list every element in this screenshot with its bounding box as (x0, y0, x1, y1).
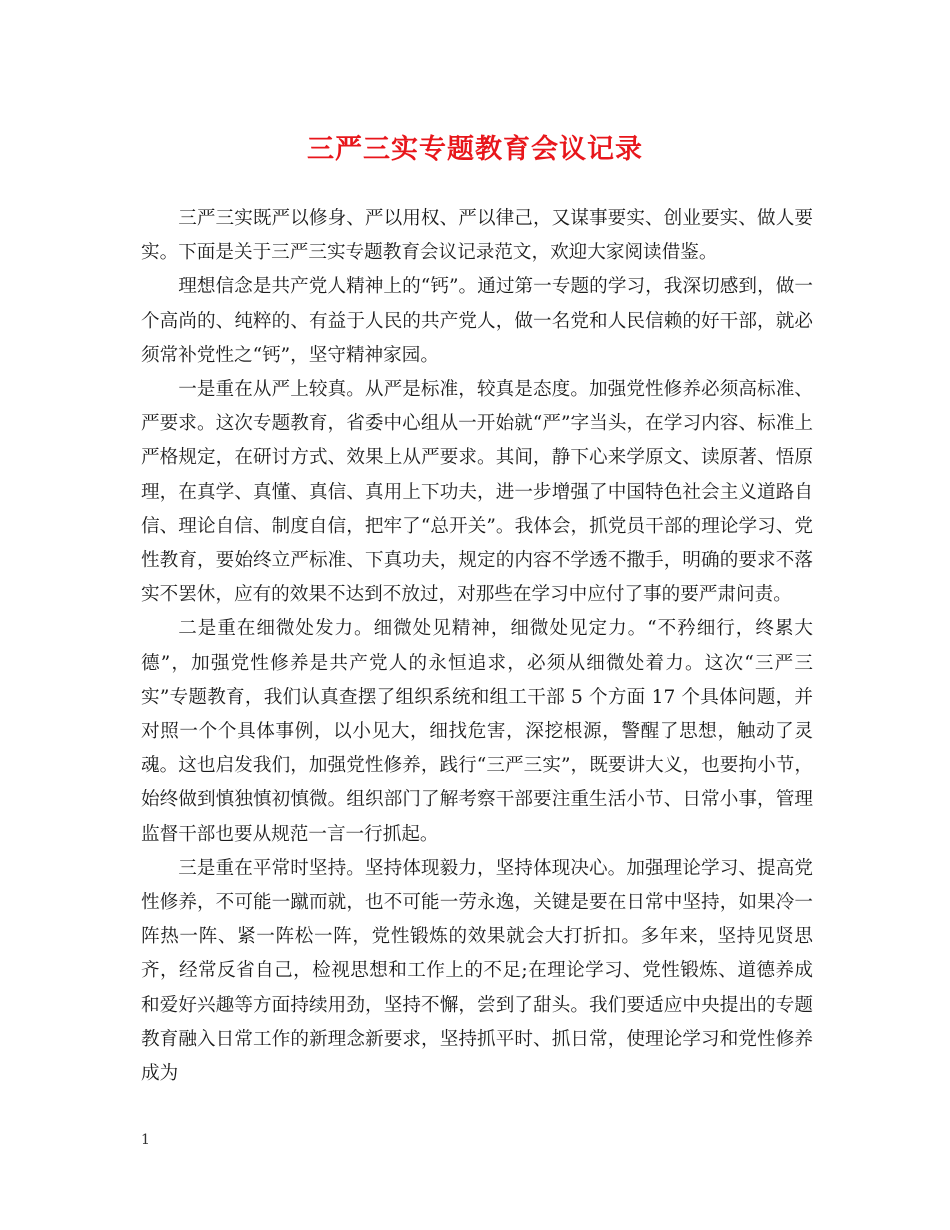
page-number: 1 (141, 1132, 150, 1148)
paragraph-point-three: 三是重在平常时坚持。坚持体现毅力，坚持体现决心。加强理论学习、提高党性修养，不可能一蹴而就，也不可能一劳永逸，关键是要在日常中坚持，如果冷一阵热一阵、紧一阵松一阵，党性锻炼的效果就会大打折扣。多年来，坚持见贤思齐，经常反省自己，检视思想和工作上的不足;在理论学习、党性锻炼、道德养成和爱好兴趣等方面持续用劲，坚持不懈，尝到了甜头。我们要适应中央提出的专题教育融入日常工作的新理念新要求，坚持抓平时、抓日常，使理论学习和党性修养成为 (141, 857, 813, 1085)
paragraph-intro: 三严三实既严以修身、严以用权、严以律己，又谋事要实、创业要实、做人要实。下面是关于三严三实专题教育会议记录范文，欢迎大家阅读借鉴。 (141, 208, 813, 264)
paragraph-ideals: 理想信念是共产党人精神上的“钙”。通过第一专题的学习，我深切感到，做一个高尚的、纯粹的、有益于人民的共产党人，做一名党和人民信赖的好干部，就必须常补党性之“钙”，坚守精神家园。 (141, 276, 813, 366)
paragraph-point-two: 二是重在细微处发力。细微处见精神，细微处见定力。“不矜细行，终累大德”，加强党性修养是共产党人的永恒追求，必须从细微处着力。这次“三严三实”专题教育，我们认真查摆了组织系统和组工干部 5 个方面 17 个具体问题，并对照一个个具体事例，以小见大，细找危害，深挖根源，警醒了思想，触动了灵魂。这也启发我们，加强党性修养，践行“三严三实”，既要讲大义，也要拘小节，始终做到慎独慎初慎微。组织部门了解考察干部要注重生活小节、日常小事，管理监督干部也要从规范一言一行抓起。 (141, 618, 813, 845)
document-body (141, 202, 813, 1091)
paragraph-point-one: 一是重在从严上较真。从严是标准，较真是态度。加强党性修养必须高标准、严要求。这次专题教育，省委中心组从一开始就“严”字当头，在学习内容、标准上严格规定，在研讨方式、效果上从严要求。其间，静下心来学原文、读原著、悟原理，在真学、真懂、真信、真用上下功夫，进一步增强了中国特色社会主义道路自信、理论自信、制度自信，把牢了“总开关”。我体会，抓党员干部的理论学习、党性教育，要始终立严标准、下真功夫，规定的内容不学透不撒手，明确的要求不落实不罢休，应有的效果不达到不放过，对那些在学习中应付了事的要严肃问责。 (141, 379, 813, 606)
document-title: 三严三实专题教育会议记录 (307, 134, 643, 165)
